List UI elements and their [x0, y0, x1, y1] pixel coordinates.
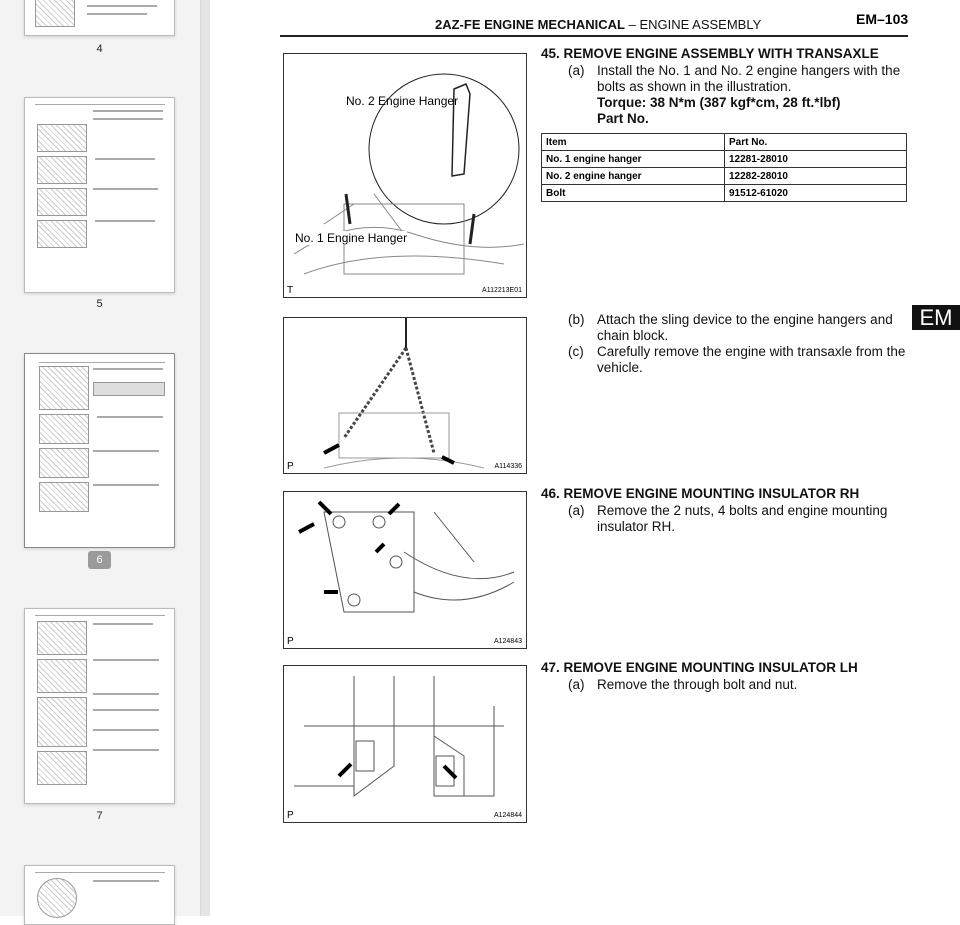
table-header: Item [542, 134, 725, 151]
insulator-rh-illustration [284, 492, 527, 649]
table-header: Part No. [725, 134, 907, 151]
running-header: 2AZ-FE ENGINE MECHANICAL – ENGINE ASSEMBLY [435, 17, 762, 32]
insulator-lh-illustration [284, 666, 527, 823]
figure-code: A114336 [494, 463, 522, 470]
step-45-title: 45. REMOVE ENGINE ASSEMBLY WITH TRANSAXLE [541, 46, 879, 61]
callout-no1-hanger: No. 1 Engine Hanger [295, 231, 408, 245]
page-label-5: 5 [96, 298, 103, 310]
figure-insulator-lh [283, 665, 527, 823]
page-thumbnail-5[interactable] [24, 97, 175, 293]
figure-engine-hangers [283, 53, 527, 298]
part-no-cell: 12281-28010 [725, 151, 907, 168]
callout-no2-hanger: No. 2 Engine Hanger [346, 94, 459, 108]
table-row [542, 168, 907, 185]
item-cell: No. 2 engine hanger [542, 168, 725, 185]
figure-insulator-rh [283, 491, 527, 649]
part-no-heading: Part No. [597, 111, 649, 126]
header-rule [280, 35, 908, 37]
page-number: EM–103 [856, 11, 909, 27]
item-cell: No. 1 engine hanger [542, 151, 725, 168]
table-row [542, 185, 907, 202]
step-45c: (c) Carefully remove the engine with transaxle from the vehicle. [568, 344, 906, 375]
figure-code: A124843 [493, 638, 522, 645]
figure-sling-device [283, 317, 527, 474]
parts-table [541, 133, 907, 202]
figure-corner-mark: T [287, 285, 294, 296]
figure-corner-mark: P [287, 636, 294, 647]
part-no-cell: 12282-28010 [725, 168, 907, 185]
figure-corner-mark: P [287, 810, 294, 821]
document-page [210, 0, 960, 916]
page-label-4: 4 [96, 43, 103, 55]
sling-illustration [284, 318, 527, 474]
figure-code: A124844 [493, 812, 522, 819]
item-cell: Bolt [542, 185, 725, 202]
step-46-title: 46. REMOVE ENGINE MOUNTING INSULATOR RH [541, 486, 860, 501]
table-row [542, 151, 907, 168]
page-label-7: 7 [96, 810, 103, 822]
step-47-title: 47. REMOVE ENGINE MOUNTING INSULATOR LH [541, 660, 858, 675]
em-section-tab: EM [912, 305, 960, 330]
figure-code: A112213E01 [482, 287, 522, 294]
thumbnail-sidebar [0, 0, 200, 916]
figure-corner-mark: P [287, 461, 294, 472]
step-45b: (b) Attach the sling device to the engine hangers and chain block. [568, 312, 893, 343]
engine-hanger-illustration [284, 54, 527, 298]
torque-spec: Torque: 38 N*m (387 kgf*cm, 28 ft.*lbf) [597, 95, 841, 110]
page-label-6: 6 [24, 551, 175, 569]
step-47a: (a) Remove the through bolt and nut. [568, 677, 798, 692]
sidebar-scrollbar[interactable] [200, 0, 210, 916]
step-46a: (a) Remove the 2 nuts, 4 bolts and engine mounting insulator RH. [568, 503, 888, 534]
page-thumbnail-8[interactable] [24, 865, 175, 925]
step-45a: (a) Install the No. 1 and No. 2 engine hangers with the bolts as shown in the illustration. Torque: 38 N*m (387 kgf*cm, 28 ft.*lbf) Part No. [568, 63, 918, 127]
page-thumbnail-6[interactable] [24, 353, 175, 548]
page-thumbnail-4[interactable] [24, 0, 175, 36]
page-thumbnail-7[interactable] [24, 608, 175, 804]
part-no-cell: 91512-61020 [725, 185, 907, 202]
